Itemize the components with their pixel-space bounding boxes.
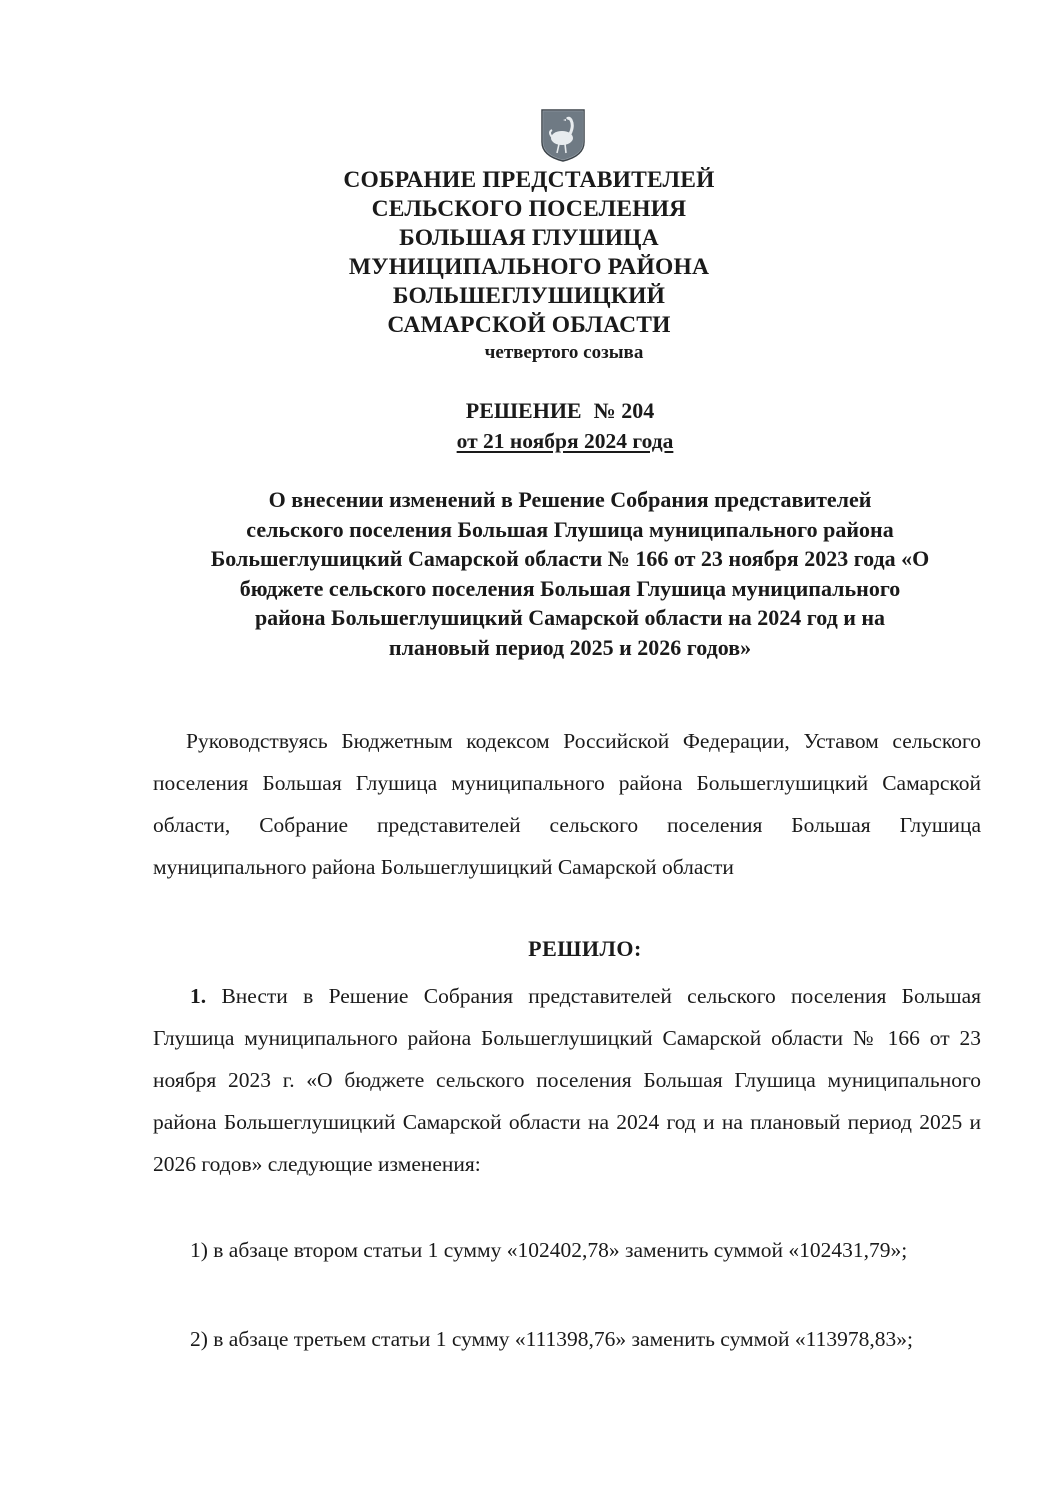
header-line: БОЛЬШЕГЛУШИЦКИЙ [392, 283, 666, 309]
decision-subject [155, 485, 985, 662]
header-line: СОБРАНИЕ ПРЕДСТАВИТЕЛЕЙ [343, 167, 715, 193]
decision-number [0, 398, 1058, 424]
item-1-number: 1. [190, 984, 207, 1008]
subject-line: О внесении изменений в Решение Собрания представителей [268, 487, 872, 512]
subject-line: района Большеглушицкий Самарской области на 2024 год и на [254, 605, 886, 630]
subject-line: бюджете сельского поселения Большая Глушица муниципального [239, 575, 901, 601]
council-header [0, 166, 1058, 340]
header-line: МУНИЦИПАЛЬНОГО РАЙОНА [348, 254, 710, 280]
subject-line: сельского поселения Большая Глушица муниципального района [246, 516, 894, 542]
decision-date-value: от 21 ноября 2024 года [456, 429, 674, 453]
convocation: четвертого созыва [484, 342, 644, 363]
subitem-2-paragraph: 2) в абзаце третьем статьи 1 сумму «111398,76» заменить суммой «113978,83»; [190, 1327, 913, 1351]
coat-of-arms-icon [540, 108, 586, 162]
item-1-paragraph [153, 975, 981, 1185]
header-line: САМАРСКОЙ ОБЛАСТИ [387, 312, 671, 338]
preamble-paragraph: Руководствуясь Бюджетным кодексом Российской Федерации, Уставом сельского поселения Большая Глушица муниципального района Большеглушицкий Самарской области, Собрание представителей сельского поселения Большая Глушица муниципального района Большеглушицкий Самарской области [153, 729, 981, 879]
decision-label: РЕШЕНИЕ [465, 398, 582, 423]
header-line: СЕЛЬСКОГО ПОСЕЛЕНИЯ [371, 196, 687, 222]
subitem-1-paragraph: 1) в абзаце втором статьи 1 сумму «102402,78» заменить суммой «102431,79»; [190, 1238, 908, 1262]
decision-date [0, 429, 1058, 454]
resolved-heading: РЕШИЛО: [528, 936, 642, 961]
subject-line: плановый период 2025 и 2026 годов» [388, 634, 752, 660]
item-1-text: Внести в Решение Собрания представителей сельского поселения Большая Глушица муниципального района Большеглушицкий Самарской области № 166 от 23 ноября 2023 г. «О бюджете сельского поселения Большая Глушица муниципального района Большеглушицкий Самарской области на 2024 год и на плановый период 2025 и 2026 годов» следующие изменения: [153, 984, 982, 1176]
header-line: БОЛЬШАЯ ГЛУШИЦА [399, 225, 659, 251]
decision-number-value: № 204 [593, 398, 655, 423]
subject-line: Большеглушицкий Самарской области № 166 от 23 ноября 2023 года «О [210, 546, 930, 571]
